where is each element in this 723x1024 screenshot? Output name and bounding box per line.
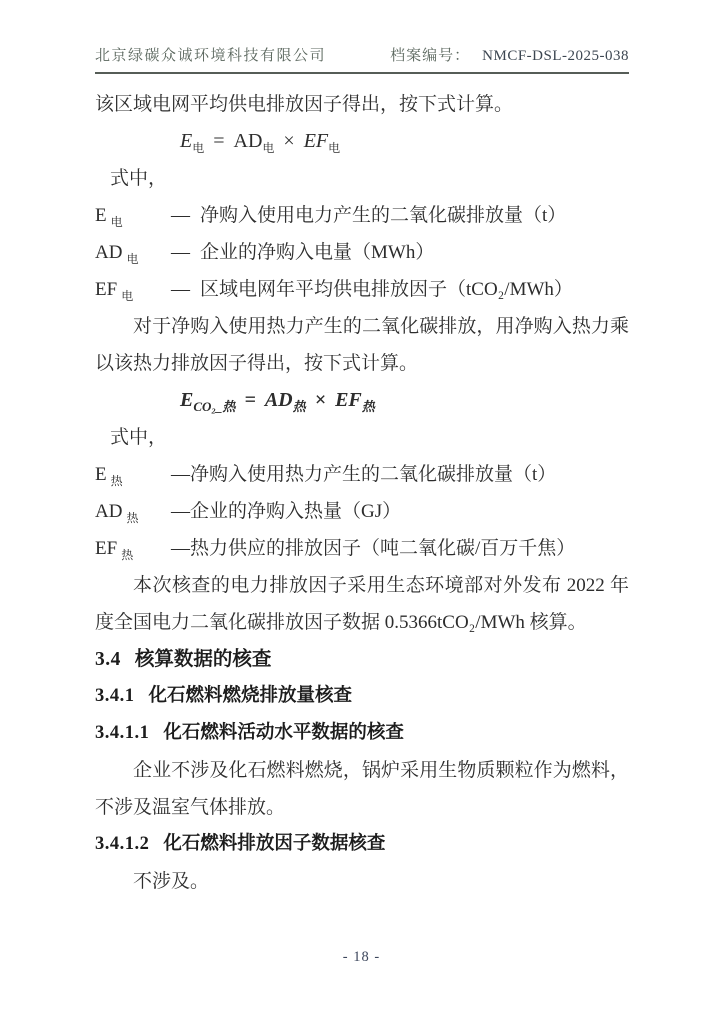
paragraph-factor-source: 本次核查的电力排放因子采用生态环境部对外发布 2022 年度全国电力二氧化碳排放因子数据 0.5366tCO₂/MWh 核算。 — [95, 575, 629, 633]
multiply-sign: × — [314, 389, 327, 411]
paragraph-heat-intro: 对于净购入使用热力产生的二氧化碳排放，用净购入热力乘以该热力排放因子得出，按下式计算。 — [95, 316, 629, 374]
heading-3-4 — [95, 641, 629, 678]
page-header — [95, 44, 629, 74]
paragraph-grid-factor: 该区域电网平均供电排放因子得出，按下式计算。 — [95, 94, 514, 115]
heading-title: 化石燃料排放因子数据核查 — [163, 834, 386, 854]
definition-symbol: EF $_热$ — [95, 538, 134, 562]
archive-number-group — [390, 44, 629, 65]
definition-text: 企业的净购入电量（MWh） — [200, 242, 435, 263]
definition-text: 企业的净购入热量（GJ） — [190, 501, 402, 522]
formula-subscript-ad: 热 — [292, 399, 306, 414]
heading-number: 3.4.1.2 — [95, 834, 150, 854]
definition-symbol: EF $_电$ — [95, 279, 134, 303]
company-name: 北京绿碳众诚环境科技有限公司 — [95, 48, 327, 64]
formula-term-ef: EF — [303, 130, 329, 152]
definition-dash: — — [171, 464, 190, 485]
equals-sign: = — [213, 130, 225, 152]
formula-subscript-ef: 电 — [328, 141, 341, 155]
formula-subscript-ad: 电 — [262, 141, 275, 155]
paragraph-not-involved: 不涉及。 — [133, 871, 210, 892]
heading-title: 化石燃料活动水平数据的核查 — [163, 723, 404, 743]
multiply-sign: × — [283, 130, 295, 152]
formula-electricity — [180, 123, 629, 160]
heading-title: 核算数据的核查 — [134, 649, 272, 670]
formula-term-ad: AD — [264, 389, 293, 411]
definition-row-ad-elec — [95, 234, 629, 271]
heading-3-4-1-1 — [95, 715, 629, 752]
definition-row-ef-heat — [95, 530, 629, 567]
definition-text: 区域电网年平均供电排放因子（tCO₂/MWh） — [200, 279, 573, 300]
heading-3-4-1-2 — [95, 826, 629, 863]
definition-text: 净购入使用电力产生的二氧化碳排放量（t） — [200, 205, 567, 226]
definition-symbol: AD $_电$ — [95, 242, 139, 266]
heading-3-4-1 — [95, 678, 629, 715]
definition-dash: — — [171, 205, 190, 226]
formula-subscript-ef: 热 — [361, 399, 375, 414]
archive-label: 档案编号： — [390, 48, 471, 64]
formula-subscript-e: 电 — [192, 141, 205, 155]
heading-title: 化石燃料燃烧排放量核查 — [148, 686, 353, 706]
equals-sign: = — [244, 389, 256, 411]
formula-term-e: E — [180, 130, 193, 152]
definition-symbol: E $_热$ — [95, 464, 123, 488]
definition-dash: — — [171, 242, 190, 263]
definition-text: 热力供应的排放因子（吨二氧化碳/百万千焦） — [190, 538, 576, 559]
definition-row-e-elec — [95, 197, 629, 234]
heading-number: 3.4.1 — [95, 686, 135, 706]
heading-number: 3.4.1.1 — [95, 723, 150, 743]
definition-row-e-heat — [95, 456, 629, 493]
definition-dash: — — [171, 501, 190, 522]
heading-number: 3.4 — [95, 649, 121, 670]
page-number: - 18 - — [342, 949, 381, 965]
formula-term-ad: AD — [233, 130, 263, 152]
definition-dash: — — [171, 538, 190, 559]
definition-symbol: AD $_热$ — [95, 501, 139, 525]
definition-row-ef-elec — [95, 271, 629, 308]
where-label-electricity: 式中， — [110, 168, 168, 189]
where-label-heat: 式中， — [110, 427, 168, 448]
archive-value: NMCF-DSL-2025-038 — [482, 48, 629, 64]
formula-term-ef: EF — [335, 389, 362, 411]
definition-symbol: E $_电$ — [95, 205, 123, 229]
formula-term-e: E — [180, 389, 194, 411]
formula-subscript-e: CO₂_热 — [193, 399, 236, 414]
formula-heat — [180, 382, 629, 419]
definition-row-ad-heat — [95, 493, 629, 530]
definition-text: 净购入使用热力产生的二氧化碳排放量（t） — [190, 464, 557, 485]
document-body — [95, 86, 629, 900]
definition-dash: — — [171, 279, 190, 300]
paragraph-no-fossil: 企业不涉及化石燃料燃烧，锅炉采用生物质颗粒作为燃料，不涉及温室气体排放。 — [95, 760, 629, 818]
